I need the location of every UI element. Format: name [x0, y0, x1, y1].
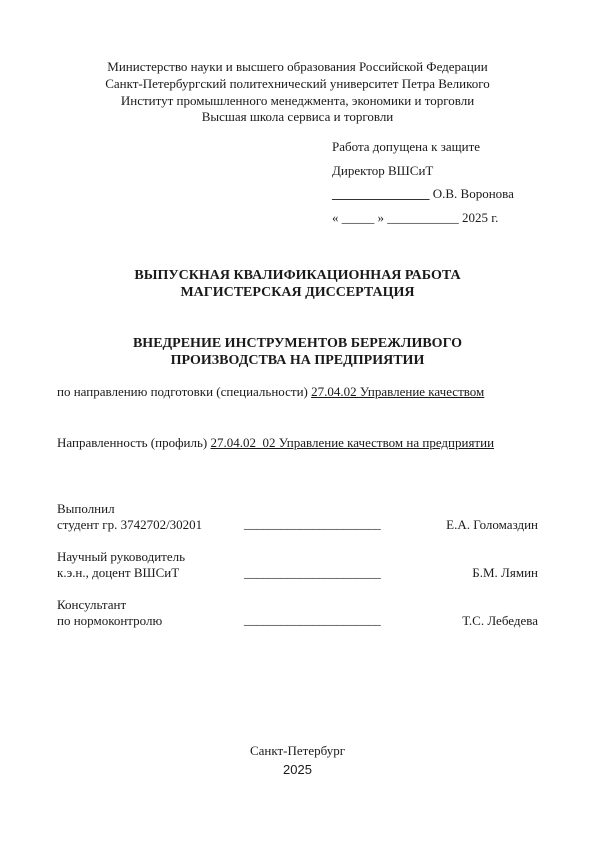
direction-label: по направлению подготовки (специальности) — [57, 384, 308, 399]
signer-supervisor-detail: к.э.н., доцент ВШСиТ — [57, 565, 180, 580]
approval-signature — [332, 186, 514, 202]
direction-row — [57, 384, 484, 400]
topic-line1: ВНЕДРЕНИЕ ИНСТРУМЕНТОВ БЕРЕЖЛИВОГО — [132, 336, 463, 351]
topic-line2: ПРОИЗВОДСТВА НА ПРЕДПРИЯТИИ — [170, 353, 425, 368]
signer-student-detail: студент гр. 3742702/30201 — [57, 517, 203, 532]
footer-city: Санкт-Петербург — [249, 743, 346, 758]
work-type-line2: МАГИСТЕРСКАЯ ДИССЕРТАЦИЯ — [180, 285, 415, 300]
approval-date: « _____ » ___________ 2025 г. — [332, 210, 499, 225]
work-type-line1: ВЫПУСКНАЯ КВАЛИФИКАЦИОННАЯ РАБОТА — [134, 268, 461, 283]
approval-admitted: Работа допущена к защите — [332, 139, 481, 154]
signer-student-line: ______________________ — [244, 516, 381, 531]
profile-label: Направленность (профиль) — [57, 435, 208, 450]
signer-consultant-name: Т.С. Лебедева — [462, 613, 538, 628]
footer-year: 2025 — [283, 762, 312, 777]
signer-supervisor-name: Б.М. Лямин — [472, 565, 538, 580]
signer-student-name: Е.А. Голомаздин — [446, 517, 538, 532]
signer-consultant-line: ______________________ — [244, 612, 381, 627]
signer-student-role: Выполнил — [57, 501, 115, 516]
signer-supervisor-role: Научный руководитель — [57, 549, 186, 564]
institute-line: Институт промышленного менеджмента, экономики и торговли — [120, 93, 475, 108]
signer-consultant-role: Консультант — [57, 597, 127, 612]
signer-supervisor-line: ______________________ — [244, 565, 381, 580]
approval-name: О.В. Воронова — [432, 186, 514, 201]
signer-consultant-detail: по нормоконтролю — [57, 613, 163, 628]
profile-row — [57, 435, 494, 451]
ministry-line: Министерство науки и высшего образования Российской Федерации — [107, 59, 488, 74]
university-line: Санкт-Петербургский политехнический университет Петра Великого — [105, 76, 490, 91]
approval-signature-line: _______________ — [332, 186, 430, 201]
approval-position: Директор ВШСиТ — [332, 163, 434, 178]
direction-value: 27.04.02 Управление качеством — [311, 384, 485, 399]
school-line: Высшая школа сервиса и торговли — [201, 109, 394, 124]
profile-value: 27.04.02_02 Управление качеством на предприятии — [210, 435, 495, 450]
